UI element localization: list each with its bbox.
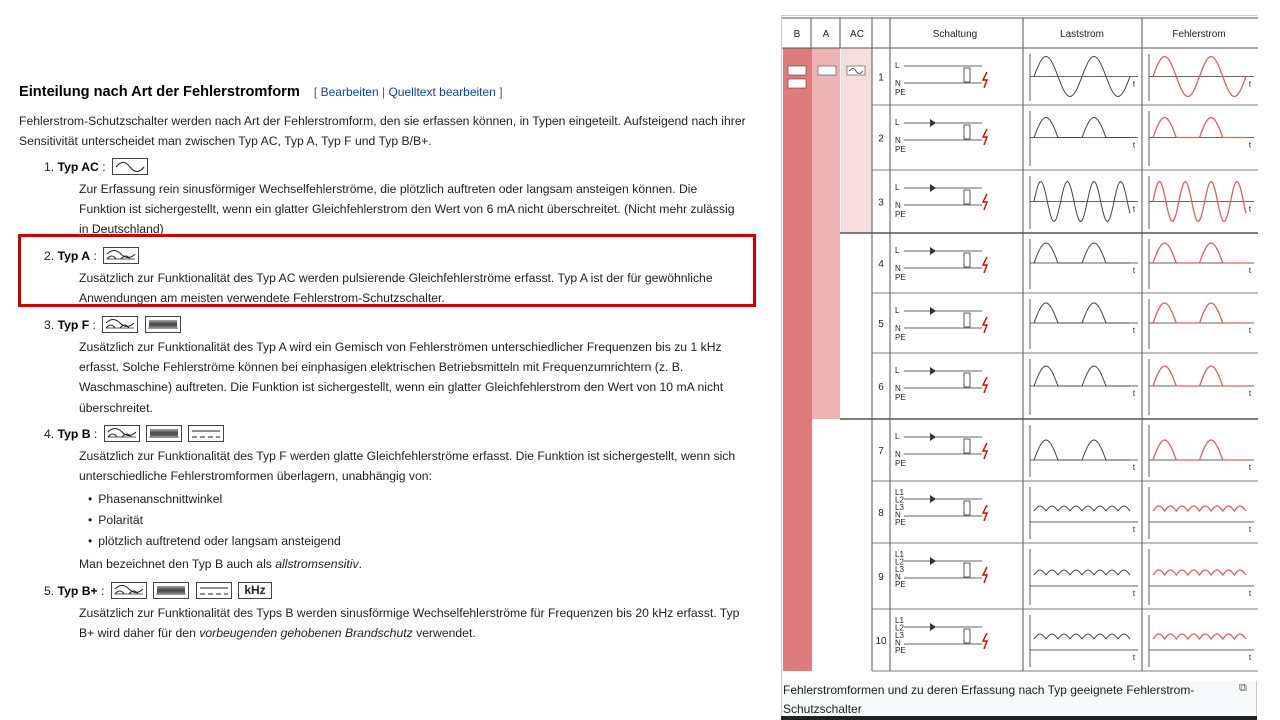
load-resistor [964,190,970,204]
axis-t-label: t [1132,79,1136,89]
edit-bracket-close: ] [499,85,503,99]
note-suffix: . [358,557,362,571]
circuit-label: N [895,384,901,393]
circuit-label: L1 [895,550,904,559]
khz-symbol: kHz [238,582,272,599]
colon: : [92,318,96,332]
pulsating-dc-symbol-icon [104,425,140,442]
circuit-label: PE [895,393,906,402]
edit-links [314,85,503,99]
list-number: 4. [44,427,55,441]
row-number: 10 [875,636,887,647]
list-number: 2. [44,249,55,263]
circuit-label: N [895,638,901,648]
circuit-label: PE [895,646,906,655]
list-item-typ-f [44,315,181,335]
circuit-label: N [895,324,901,333]
column-header: AC [850,29,864,40]
axis-t-label: t [1132,204,1136,214]
axis-t-label: t [1248,140,1252,150]
axis-t-label: t [1132,525,1136,534]
list-item: • Polarität [88,510,341,531]
load-resistor [964,253,970,267]
type-f-description: Zusätzlich zur Funktionalität des Typ A wird ein Gemisch von Fehlerströmen unterschiedlicher Frequenzen bis zu 1 kHz erfasst. Solche Fehlerströme können bei einphasigen elektrischen Betriebsmitteln mit Frequenzumrichtern (z. B. Waschmaschine) auftreten. Die Funktion ist sichergestellt, wenn ein glatter Gleichfehlerstrom den Wert von 10 mA nicht überschreitet. [79,340,724,415]
axis-t-label: t [1132,140,1136,150]
circuit-label: N [895,450,901,459]
circuit-label: N [895,136,901,145]
circuit-label: L3 [895,631,904,640]
load-resistor [964,373,970,387]
load-resistor [964,313,970,327]
axis-t-label: t [1248,589,1252,598]
circuit-label: L3 [895,503,904,512]
circuit-label: N [895,572,901,582]
axis-t-label: t [1132,266,1136,275]
pulsating-dc-symbol-icon [102,316,138,333]
edit-separator: | [381,85,386,99]
mixed-frequency-symbol-icon [146,425,182,442]
axis-t-label: t [1132,589,1136,598]
circuit-label: L2 [895,623,904,633]
desc-text: Zusätzlich zur Funktionalität des Typs B werden sinusförmige Wechselfehlerströme für Frequenzen bis 20 kHz erfasst. Typ B+ wird daher für den [79,606,740,641]
list-number: 5. [44,584,55,598]
load-resistor [964,439,970,453]
axis-t-label: t [1132,389,1136,398]
circuit-label: PE [895,518,906,527]
circuit-label: PE [895,459,906,468]
circuit-label: L [895,61,900,70]
circuit-label: L [895,246,900,255]
row-number: 4 [878,259,884,270]
circuit-label: PE [895,580,906,589]
circuit-label: N [895,201,901,210]
column-a-bar [812,48,840,419]
list-item: • plötzlich auftretend oder langsam ansteigend [88,531,341,552]
circuit-label: PE [895,145,906,154]
load-resistor [964,629,970,643]
smooth-dc-symbol-icon [188,425,224,442]
note-text: Man bezeichnet den Typ B auch als [79,557,276,571]
circuit-label: L2 [895,495,904,505]
type-name: Typ B [57,427,91,441]
list-item-typ-b [44,424,224,444]
row-number: 8 [878,508,884,519]
type-ac-description: Zur Erfassung rein sinusförmiger Wechselfehlerströme, die plötzlich auftreten oder langsam ansteigen können. Die Funktion ist sichergestellt, wenn ein glatter Gleichfehlerstrom den Wert von 6 mA nicht überschreitet. (Nicht mehr zulässig in Deutschland) [79,182,735,237]
column-header: Fehlerstrom [1172,29,1226,40]
section-title: Einteilung nach Art der Fehlerstromform [19,84,300,100]
section-heading [19,84,503,100]
fault-current-figure[interactable] [781,15,1257,720]
type-a-description: Zusätzlich zur Funktionalität des Typ AC werden pulsierende Gleichfehlerströme erfasst. Typ A ist der für gewöhnliche Anwendungen am meisten verwendete Fehlerstrom-Schutzschalter. [79,271,713,306]
b-symbol-icon [788,66,806,75]
circuit-label: N [895,510,901,520]
circuit-label: L1 [895,488,904,497]
list-number: 3. [44,318,55,332]
column-b-bar [783,48,812,671]
row-number: 3 [878,197,884,209]
circuit-label: L [895,306,900,315]
note-italic: allstromsensitiv [275,557,359,571]
b-symbol-icon [788,79,806,88]
circuit-label: L [895,118,900,127]
colon: : [93,427,98,441]
column-header: A [822,29,830,40]
list-number: 1. [44,160,55,174]
type-name: Typ AC [57,160,99,174]
list-item-typ-ac [44,157,148,177]
colon: : [101,584,105,598]
load-resistor [964,563,970,577]
axis-t-label: t [1132,463,1136,472]
load-resistor [964,68,970,82]
fault-current-table-image [782,16,1258,681]
list-item: • Phasenanschnittwinkel [88,489,341,510]
axis-t-label: t [1248,326,1252,335]
circuit-label: PE [895,333,906,342]
column-ac-bar [841,48,872,233]
desc-suffix: verwendet. [412,626,476,641]
highlight-box [18,234,756,307]
axis-t-label: t [1132,653,1136,662]
circuit-label: L2 [895,557,904,567]
row-number: 9 [878,572,884,583]
axis-t-label: t [1248,204,1252,214]
desc-italic: vorbeugenden gehobenen Brandschutz [199,626,413,641]
type-name: Typ B+ [57,584,98,598]
colon: : [102,160,106,174]
circuit-label: L [895,183,900,192]
enlarge-icon[interactable]: ⧉ [1239,682,1247,694]
type-b-description: Zusätzlich zur Funktionalität des Typ F werden glatte Gleichfehlerströme erfasst. Die Funktion ist sichergestellt, wenn sich unterschiedliche Fehlerstromformen überlagern, unabhängig von: [79,449,736,484]
mixed-frequency-symbol-icon [153,582,189,599]
circuit-label: PE [895,273,906,282]
axis-t-label: t [1248,79,1252,89]
circuit-label: N [895,79,901,88]
smooth-dc-symbol-icon [196,582,232,599]
ac-sine-symbol-icon [112,158,148,175]
circuit-label: PE [895,210,906,219]
a-symbol-icon [818,66,836,75]
edit-bracket-open: [ [313,85,318,99]
row-number: 6 [878,382,884,393]
circuit-label: PE [895,88,906,97]
load-resistor [964,125,970,139]
axis-t-label: t [1248,389,1252,398]
colon: : [93,249,97,263]
source-edit-link[interactable]: Quelltext bearbeiten [388,85,496,99]
column-header: B [793,29,801,40]
circuit-label: N [895,264,901,273]
row-number: 2 [878,133,884,145]
row-number: 1 [878,72,884,84]
edit-link[interactable]: Bearbeiten [320,85,379,99]
row-number: 5 [878,319,884,330]
figure-caption: Fehlerstromformen und zu deren Erfassung nach Typ geeignete Fehlerstrom-Schutzschalter [783,683,1195,716]
axis-t-label: t [1132,326,1136,335]
circuit-label: L3 [895,565,904,574]
type-b-plus-description [79,603,744,643]
type-name: Typ F [57,318,90,332]
axis-t-label: t [1248,463,1252,472]
load-resistor [964,501,970,515]
axis-t-label: t [1248,653,1252,662]
type-b-note [79,554,744,574]
axis-t-label: t [1248,266,1252,275]
bottom-bar [781,716,1257,720]
type-name: Typ A [57,249,91,263]
list-item-typ-b-plus [44,581,272,601]
axis-t-label: t [1248,525,1252,534]
mixed-frequency-symbol-icon [145,316,181,333]
circuit-label: L1 [895,616,904,625]
circuit-label: L [895,432,900,441]
pulsating-dc-symbol-icon [111,582,147,599]
row-number: 7 [878,446,884,457]
column-header: Schaltung [932,29,978,40]
type-b-bullet-list [88,489,341,552]
column-header: Laststrom [1060,29,1104,40]
circuit-label: L [895,366,900,375]
intro-paragraph: Fehlerstrom-Schutzschalter werden nach Art der Fehlerstromform, den sie erfassen können, in Typen eingeteilt. Aufsteigend nach ihrer Sensitivität unterscheidet man zwischen Typ AC, Typ A, Typ F und Typ B/B+. [19,114,746,148]
